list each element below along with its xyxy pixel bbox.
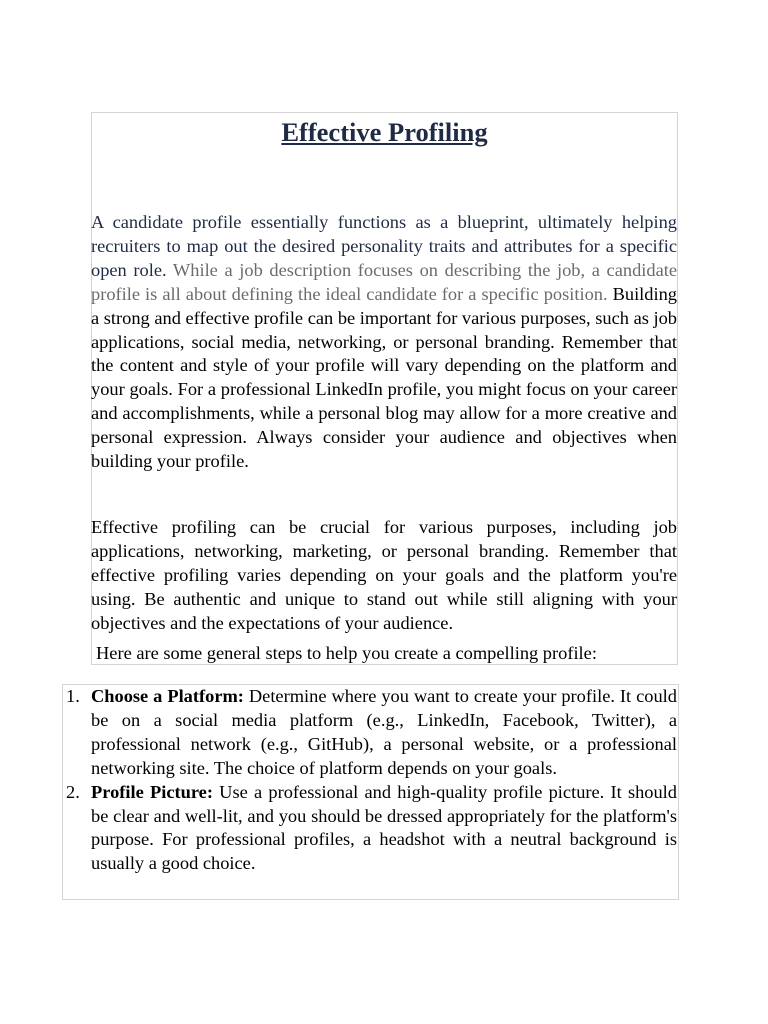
second-paragraph: Effective profiling can be crucial for various purposes, including job applications, networking, marketing, or personal branding. Remember that effective profiling varies depending on your goals and the platform you're using. Be authentic and unique to stand out while still aligning with your objectives and the expectations of your audience. [91, 517, 677, 633]
list-item-number: 2. [66, 781, 80, 802]
list-item-number: 1. [66, 686, 80, 706]
intro-paragraph [91, 211, 677, 474]
list-item-heading: Profile Picture: [91, 781, 213, 802]
list-item-text: Use a professional and high-quality profile picture. It should be clear and well-lit, and you should be dressed appropriately for the platform's purpose. For professional profiles, a headshot with a neutral background is usually a good choice. [91, 781, 677, 874]
list-item [66, 685, 677, 781]
list-item-text: Determine where you want to create your profile. It could be on a social media platform (e.g., LinkedIn, Facebook, Twitter), a professional network (e.g., GitHub), a personal website, or a professional networking site. The choice of platform depends on your goals. [91, 686, 677, 778]
steps-intro: Here are some general steps to help you create a compelling profile: [96, 643, 597, 663]
list-item [66, 781, 677, 877]
steps-list [66, 685, 677, 876]
intro-text-muted: While a job description focuses on describing the job, a candidate profile is all about defining the ideal candidate for a specific position. [91, 259, 677, 304]
list-item-heading: Choose a Platform: [91, 686, 244, 706]
intro-text-body: Building a strong and effective profile can be important for various purposes, such as job applications, social media, networking, or personal branding. Remember that the content and style of your profile will vary depending on the platform and your goals. For a professional LinkedIn profile, you might focus on your career and accomplishments, while a personal blog may allow for a more creative and personal expression. Always consider your audience and objectives when building your profile. [91, 283, 677, 472]
page-title: Effective Profiling [281, 117, 488, 147]
intro-text-highlighted: A candidate profile essentially functions as a blueprint, ultimately helping recruiters to map out the desired personality traits and attributes for a specific open role. [91, 212, 677, 280]
